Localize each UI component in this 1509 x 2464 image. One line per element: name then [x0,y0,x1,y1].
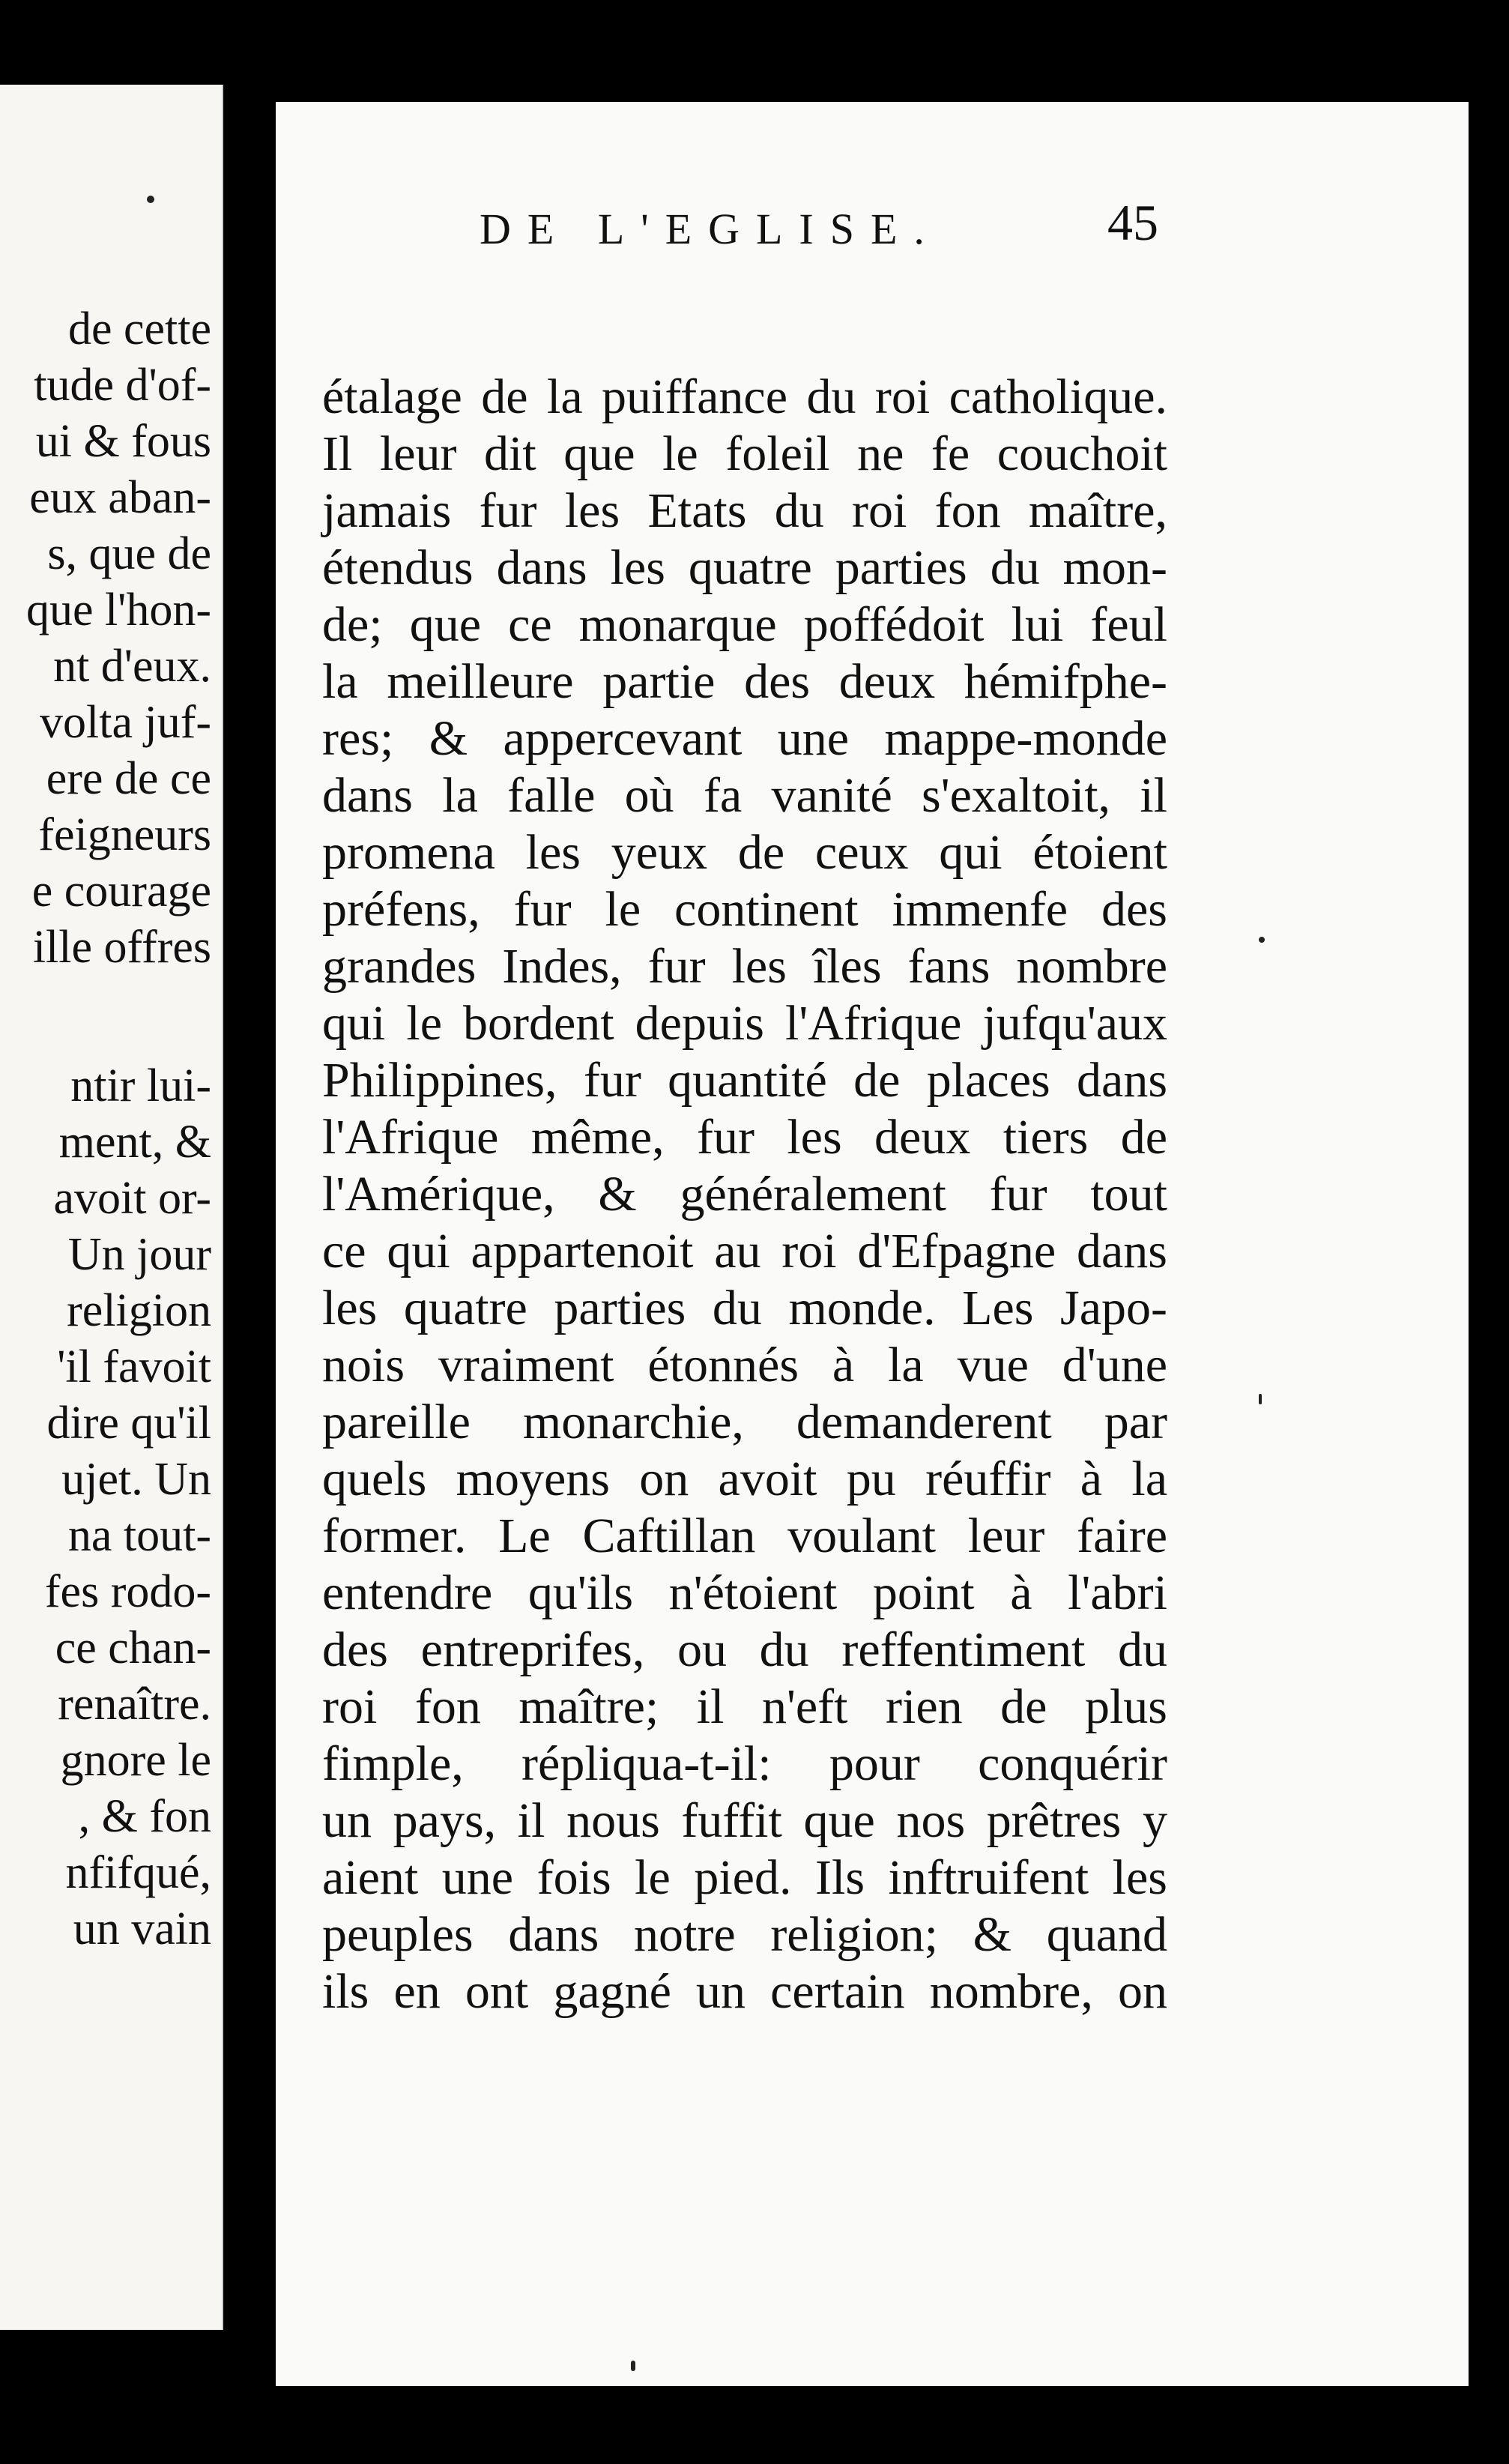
left-page-line: ere de ce [46,753,211,804]
text-line: fimple, répliqua-t-il: pour conquérir [322,1736,1167,1791]
text-line: la meilleure partie des deux hémifphe- [322,654,1167,709]
text-line: peuples dans notre religion; & quand [322,1907,1167,1962]
left-page-line: renaître. [58,1679,211,1730]
left-page-line: s, que de [47,528,211,579]
text-line: des entreprifes, ou du reffentiment du [322,1622,1167,1677]
text-line: nois vraiment étonnés à la vue d'une [322,1338,1167,1392]
ink-speck [631,2361,635,2371]
left-page-line: de cette [67,304,211,354]
left-page-line: ille offres [32,922,211,973]
left-page-line: tude d'of- [34,360,211,411]
left-page-line: Un jour [67,1229,211,1280]
left-page-line: religion [67,1285,211,1336]
ink-speck [147,196,154,203]
text-line: res; & appercevant une mappe-monde [322,711,1167,766]
text-line: qui le bordent depuis l'Afrique jufqu'aux [322,996,1167,1051]
left-page-line: gnore le [60,1735,211,1786]
left-page-line: , & fon [78,1791,211,1842]
left-page-line: ntir lui- [70,1060,211,1111]
text-line: Il leur dit que le foleil ne fe couchoit [322,426,1167,481]
left-page-line: nt d'eux. [53,641,211,692]
left-page-line: na tout- [67,1510,211,1561]
left-page-line: ui & fous [35,416,211,467]
left-page-line: que l'hon- [25,585,211,635]
text-line: étendus dans les quatre parties du mon- [322,540,1167,595]
ink-speck [1259,1394,1262,1404]
text-line: roi fon maître; il n'eft rien de plus [322,1679,1167,1734]
left-page-fragment [0,85,223,2330]
page-number: 45 [1107,194,1158,251]
text-line: grandes Indes, fur les îles fans nombre [322,939,1167,994]
left-page-line: 'il favoit [57,1341,211,1392]
text-line: entendre qu'ils n'étoient point à l'abri [322,1565,1167,1620]
text-line: aient une fois le pied. Ils inftruifent les [322,1850,1167,1905]
left-page-line: eux aban- [29,472,211,523]
left-page-line: avoit or- [53,1173,211,1224]
text-line: Philippines, fur quantité de places dans [322,1053,1167,1108]
left-page-line: ce chan- [55,1622,211,1673]
text-line: l'Afrique même, fur les deux tiers de [322,1110,1167,1165]
text-line: de; que ce monarque poffédoit lui feul [322,597,1167,652]
text-line: former. Le Caftillan voulant leur faire [322,1509,1167,1563]
ink-speck [1259,937,1265,943]
left-page-line: volta juf- [40,697,211,748]
left-page-line: dire qu'il [46,1398,211,1449]
text-line: ce qui appartenoit au roi d'Efpagne dans [322,1224,1167,1278]
text-line: pareille monarchie, demanderent par [322,1395,1167,1449]
running-header: DE L'EGLISE. [480,205,941,253]
left-page-line: fes rodo- [44,1566,211,1617]
left-page-line: feigneurs [38,809,211,860]
text-line: quels moyens on avoit pu réuffir à la [322,1452,1167,1506]
text-line: ils en ont gagné un certain nombre, on [322,1964,1167,2019]
text-line: préfens, fur le continent immenfe des [322,882,1167,937]
text-line: étalage de la puiffance du roi catholique. [322,369,1167,424]
left-page-line: ujet. Un [61,1454,211,1505]
left-page-line: nfifqué, [65,1847,211,1898]
left-page-line: un vain [73,1903,211,1954]
left-page-line: e courage [31,866,211,917]
left-page-line: ment, & [58,1117,211,1168]
text-line: promena les yeux de ceux qui étoient [322,825,1167,880]
text-line: dans la falle où fa vanité s'exaltoit, il [322,768,1167,823]
text-line: jamais fur les Etats du roi fon maître, [322,483,1167,538]
text-line: les quatre parties du monde. Les Japo- [322,1281,1167,1335]
text-line: un pays, il nous fuffit que nos prêtres y [322,1793,1167,1848]
text-line: l'Amérique, & généralement fur tout [322,1167,1167,1222]
